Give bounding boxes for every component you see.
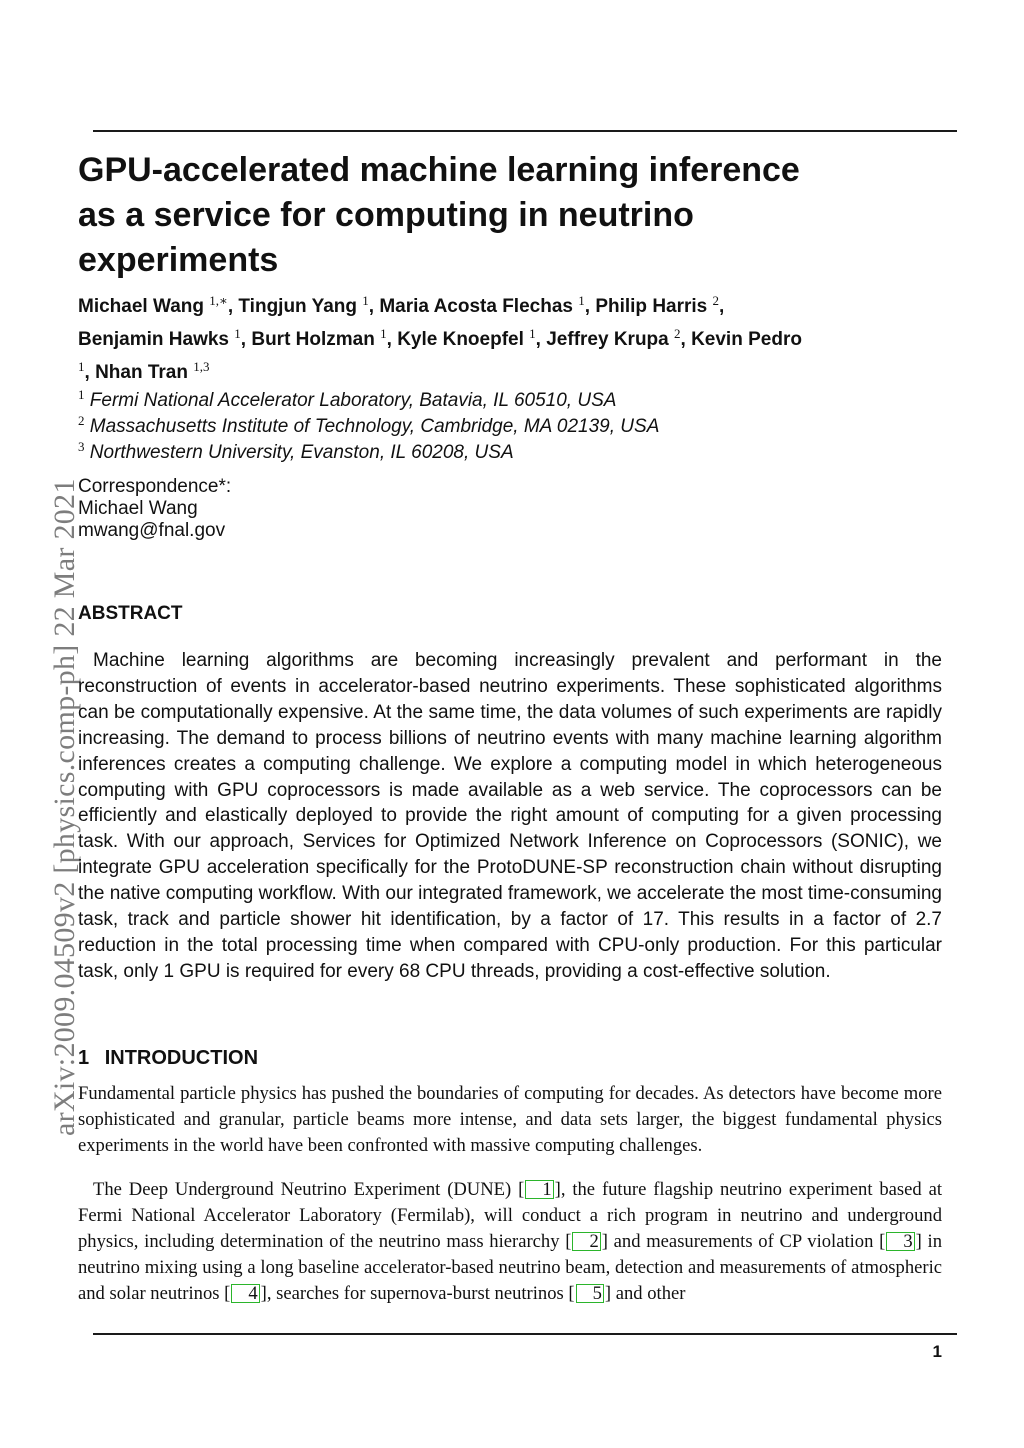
paragraph-text: in neutrino mixing using a long baseline accelerator-based neutrino beam, detection and measurements of atmospheric and solar neutrinos [78, 1231, 942, 1304]
author-affiliation-marker: 2 [712, 293, 720, 308]
citation-link[interactable]: 4 [231, 1284, 259, 1303]
affiliation-text: Northwestern University, Evanston, IL 60208, USA [89, 442, 514, 463]
affiliation [78, 414, 958, 440]
author-name: Philip Harris [595, 296, 708, 317]
correspondence-name: Michael Wang [78, 498, 198, 519]
affiliation-list [78, 388, 958, 466]
author-name: Maria Acosta Flechas [379, 296, 573, 317]
affiliation-number: 2 [78, 413, 85, 428]
correspondence-block [78, 476, 231, 542]
author-affiliation-marker: 1 [234, 326, 241, 341]
author-affiliation-marker: 1,∗ [209, 293, 228, 308]
correspondence-label: Correspondence*: [78, 476, 232, 497]
author-list: Michael Wang $^{1,∗}$, Tingjun Yang $^1$, Maria Acosta Flechas $^1$, Philip Harris $^2$, Benjamin Hawks $^1$, Burt Holzman $^1$, Kyle Knoepfel $^1$, Jeffrey Krupa $^2$, Kevin Pedro $^1$, Nhan Tran $^{1,3}$ [78, 293, 802, 383]
arxiv-sidebar-stamp: arXiv:2009.04509v2 [physics.comp-ph] 22 Mar 2021 [48, 478, 81, 1136]
paragraph-text: , the future flagship neutrino experiment based at Fermi National Accelerator Laboratory (Fermilab), will conduct a rich program in neutrino and underground physics, including determination of the neutrino mass hierarchy [78, 1179, 943, 1252]
intro-paragraph-2: The Deep Underground Neutrino Experiment (DUNE) [ 1 ], the future flagship neutrino experiment based at Fermi National Accelerator Laboratory (Fermilab), will conduct a rich program in neutrino and underground physics, including determination of the neutrino mass hierarchy [ 2 ] and measurements of CP violation [ 3 ] in neutrino mixing using a long baseline accelerator-based neutrino beam, detection and measurements of atmospheric and solar neutrinos [ 4 ], searches for supernova-burst neutrinos [ 5 ] and other [78, 1179, 943, 1304]
author-affiliation-marker: 1,3 [193, 359, 210, 374]
affiliation [78, 388, 958, 414]
introduction-heading [78, 1047, 258, 1070]
affiliation-text: Massachusetts Institute of Technology, Cambridge, MA 02139, USA [89, 416, 660, 437]
author-affiliation-marker: 1 [529, 326, 536, 341]
citation-link[interactable]: 5 [576, 1284, 604, 1303]
paragraph-text: and measurements of CP violation [607, 1231, 880, 1252]
correspondence-email[interactable]: mwang@fnal.gov [78, 520, 226, 541]
author-name: Tingjun Yang [238, 296, 358, 317]
citation-link[interactable]: 3 [886, 1232, 914, 1251]
intro-paragraph-1: Fundamental particle physics has pushed the boundaries of computing for decades. As detectors have become more sophisticated and granular, particle beams more intense, and data sets larger, the biggest fundamental physics experiments in the world have been confronted with massive computing challenges. [78, 1083, 942, 1156]
author-name: Kevin Pedro [691, 329, 802, 350]
author-name: Nhan Tran [95, 362, 188, 383]
citation-link[interactable]: 2 [572, 1232, 600, 1251]
footer-rule [93, 1333, 957, 1335]
author-affiliation-marker: 1 [78, 359, 85, 374]
header-rule [93, 130, 957, 132]
author-affiliation-marker: 1 [380, 326, 387, 341]
author-name: Jeffrey Krupa [546, 329, 669, 350]
citation-link[interactable]: 1 [525, 1180, 553, 1199]
affiliation [78, 440, 958, 466]
section-number: 1 [78, 1047, 90, 1069]
author-affiliation-marker: 2 [674, 326, 681, 341]
author-name: Michael Wang [78, 296, 204, 317]
author-name: Benjamin Hawks [78, 329, 229, 350]
abstract-text: Machine learning algorithms are becoming increasingly prevalent and performant in the reconstruction of events in accelerator-based neutrino experiments. These sophisticated algorithms can be computationally expensive. At the same time, the data volumes of such experiments are rapidly increasing. The demand to process billions of neutrino events with many machine learning algorithm inferences creates a computing challenge. We explore a computing model in which heterogeneous computing with GPU coprocessors is made available as a web service. The coprocessors can be efficiently and elastically deployed to provide the right amount of computing for a given processing task. With our approach, Services for Optimized Network Inference on Coprocessors (SONIC), we integrate GPU acceleration specifically for the ProtoDUNE-SP reconstruction chain without disrupting the native computing workflow. With our integrated framework, we accelerate the most time-consuming task, track and particle shower hit identification, by a factor of 17. This results in a factor of 2.7 reduction in the total processing time when compared with CPU-only production. For this particular task, only 1 GPU is required for every 68 CPU threads, providing a cost-effective solution. [78, 650, 942, 982]
author-name: Kyle Knoepfel [397, 329, 524, 350]
paragraph-text: The Deep Underground Neutrino Experiment (DUNE) [93, 1179, 519, 1200]
author-affiliation-marker: 1 [362, 293, 369, 308]
affiliation-text: Fermi National Accelerator Laboratory, Batavia, IL 60510, USA [89, 390, 617, 411]
abstract-heading: ABSTRACT [78, 603, 183, 624]
author-name: Burt Holzman [251, 329, 375, 350]
page-number: 1 [932, 1342, 942, 1361]
paragraph-text: and other [611, 1283, 686, 1304]
paper-title: GPU-accelerated machine learning inference as a service for computing in neutrino experiments [78, 151, 800, 279]
affiliation-number: 1 [78, 387, 85, 402]
affiliation-number: 3 [78, 439, 85, 454]
author-affiliation-marker: 1 [578, 293, 585, 308]
paragraph-text: , searches for supernova-burst neutrinos [266, 1283, 569, 1304]
section-title: INTRODUCTION [104, 1047, 259, 1069]
